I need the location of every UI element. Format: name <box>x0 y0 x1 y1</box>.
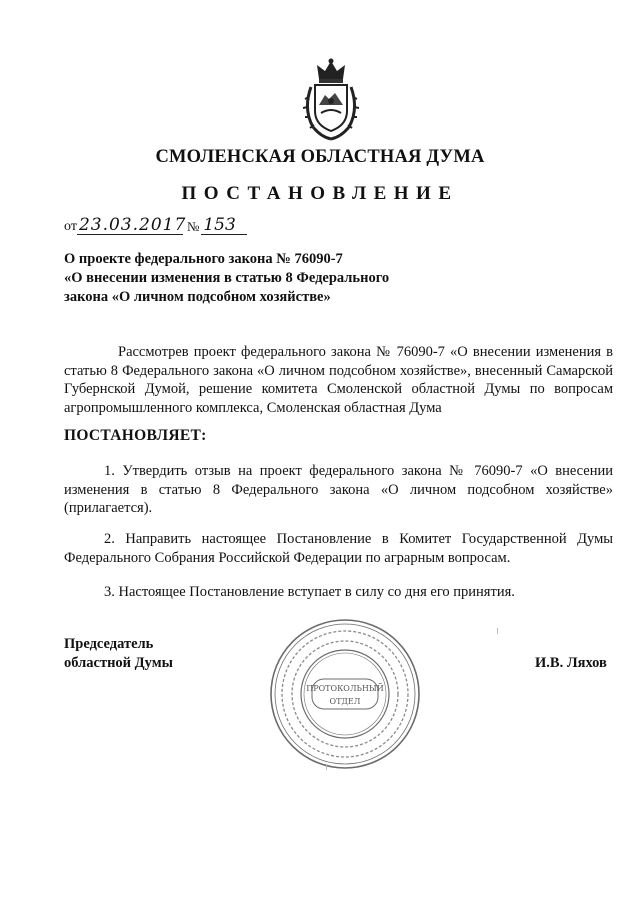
document-subject <box>64 250 464 307</box>
intro-paragraph: Рассмотрев проект федерального закона № 76090-7 «О внесении изменения в статью 8 Федерального закона «О личном подсобном хозяйстве», внесенный Самарской Губернской Думой, решение комитета Смоленской областной Думы по вопросам агропромышленного комплекса, Смоленская областная Дума <box>64 344 613 416</box>
number-label: № <box>186 219 200 234</box>
handwritten-number: 153 <box>201 216 247 235</box>
signatory-title-line: Председатель <box>64 636 154 652</box>
scan-mark <box>326 764 327 770</box>
signatory-title <box>64 635 173 673</box>
document-type-title: ПОСТАНОВЛЕНИЕ <box>181 183 459 204</box>
official-seal-stamp <box>268 617 422 771</box>
resolves-heading: ПОСТАНОВЛЯЕТ: <box>64 427 207 444</box>
organization-name: СМОЛЕНСКАЯ ОБЛАСТНАЯ ДУМА <box>155 147 485 167</box>
signatory-title-line: областной Думы <box>64 655 173 671</box>
subject-line: закона «О личном подсобном хозяйстве» <box>64 289 331 305</box>
seal-center-text: ПРОТОКОЛЬНЫЙ <box>306 684 384 693</box>
subject-line: «О внесении изменения в статью 8 Федерального <box>64 270 390 286</box>
seal-center-text: ОТДЕЛ <box>329 697 361 706</box>
coat-of-arms-emblem <box>299 57 363 141</box>
signatory-name: И.В. Ляхов <box>535 655 607 671</box>
resolution-item-2: 2. Направить настоящее Постановление в Комитет Государственной Думы Федерального Собрания Российской Федерации по аграрным вопросам. <box>64 531 613 566</box>
resolution-item-3: 3. Настоящее Постановление вступает в силу со дня его принятия. <box>104 584 515 600</box>
date-number-line <box>64 216 247 235</box>
date-prefix: от <box>64 219 77 234</box>
resolution-item-1: 1. Утвердить отзыв на проект федерального закона № 76090-7 «О внесении изменения в статью 8 Федерального закона «О личном подсобном хозяйстве» (прилагается). <box>64 463 613 516</box>
scan-mark <box>497 628 498 634</box>
subject-line: О проекте федерального закона № 76090-7 <box>64 251 343 267</box>
handwritten-date: 23.03.2017 <box>78 215 187 235</box>
